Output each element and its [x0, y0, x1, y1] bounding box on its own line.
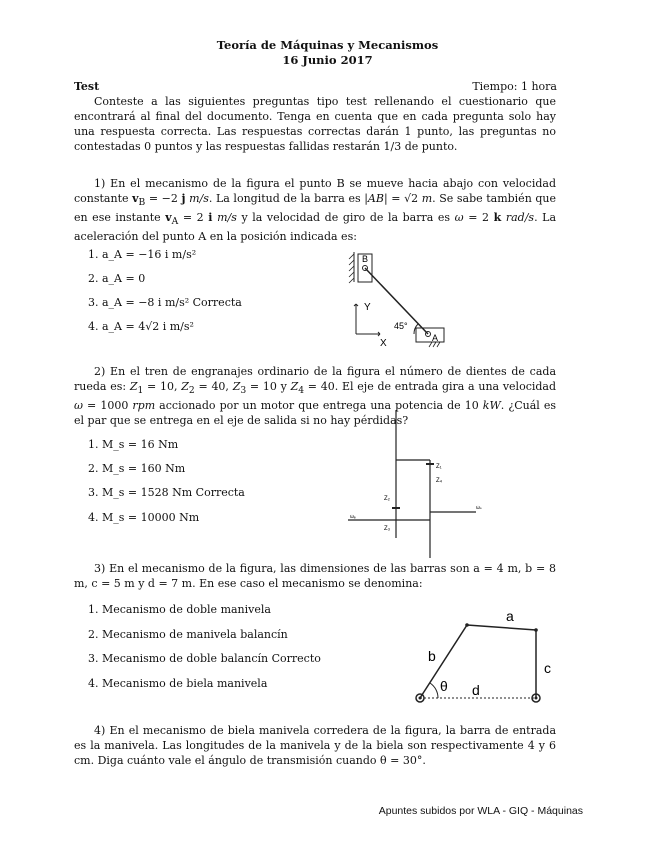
q2-label-input: ωₑ: [350, 514, 356, 520]
question-4-text: 4) En el mecanismo de biela manivela corredera de la figura, la barra de entrada es la manivela. Las longitudes de la manivela y de la biela son respectivamente 4 y 6 cm. Diga cuánto vale el ángulo de transmisión cuando θ = 30°.: [74, 724, 556, 767]
time-limit: Tiempo: 1 hora: [472, 80, 557, 93]
instructions: [74, 94, 556, 154]
q3-option-1[interactable]: 1. Mecanismo de doble manivela: [88, 603, 271, 616]
q3-label-d: d: [472, 682, 480, 698]
q1-label-angle: 45°: [394, 321, 408, 331]
q1-option-3[interactable]: 3. a_A = −8 i m/s² Correcta: [88, 296, 242, 309]
q3-figure: [410, 605, 560, 709]
q3-option-4[interactable]: 4. Mecanismo de biela manivela: [88, 677, 268, 690]
q1-option-2[interactable]: 2. a_A = 0: [88, 272, 146, 285]
q2-label-z2: Z₂: [384, 496, 390, 502]
q2-figure: [346, 408, 496, 560]
q2-option-2[interactable]: 2. M_s = 160 Nm: [88, 462, 186, 475]
q2-option-4[interactable]: 4. M_s = 10000 Nm: [88, 511, 200, 524]
q2-label-z3: Z₃: [384, 526, 391, 532]
question-1-text: 1) En el mecanismo de la figura el punto B se mueve hacia abajo con velocidad constante $v_B = -2$ j m/s. La longitud de la barra es |AB| = √2 m. Se sabe también que en ese instante $v_A = 2$ i m/s y la velocidad de giro de la barra es ω = 2 k rad/s. La aceleración del punto A en la posición indicada es:: [74, 177, 557, 244]
q3-label-b: b: [428, 648, 436, 664]
q1-label-y: Y: [364, 302, 371, 313]
question-2-text: 2) En el tren de engranajes ordinario de la figura el número de dientes de cada rueda es: $Z_1 = 10$, $Z_2 = 40$, $Z_3 = 10$ y $Z_4 = 40$. El eje de entrada gira a una velocidad ω = 1000 rpm accionado por un motor que entrega una potencia de 10 kW. ¿Cuál es el par que se entrega en el eje de salida si no hay pérdidas?: [74, 365, 557, 428]
q1-figure: [346, 250, 456, 352]
q1-label-a: A: [432, 333, 439, 343]
q1-label-x: X: [380, 338, 387, 349]
q3-label-c: c: [544, 660, 551, 676]
footer-credit: Apuntes subidos por WLA - GIQ - Máquinas: [378, 805, 583, 817]
instructions-text: Conteste a las siguientes preguntas tipo test rellenando el cuestionario que encontrará al final del documento. Tenga en cuenta que en cada pregunta solo hay una respuesta correcta. Las respuestas correctas darán 1 punto, las preguntas no contestadas 0 puntos y las respuestas fallidas restarán 1/3 de punto.: [74, 95, 556, 153]
q2-label-output: ωₛ: [476, 505, 482, 511]
q1-label-b: B: [362, 254, 369, 264]
course-title: Teoría de Máquinas y Mecanismos: [216, 38, 439, 52]
q3-option-3[interactable]: 3. Mecanismo de doble balancín Correcto: [88, 652, 321, 665]
question-3-text: 3) En el mecanismo de la figura, las dimensiones de las barras son a = 4 m, b = 8 m, c = 5 m y d = 7 m. En ese caso el mecanismo se denomina:: [74, 562, 556, 590]
exam-date: 16 Junio 2017: [282, 53, 373, 67]
q2-option-1[interactable]: 1. M_s = 16 Nm: [88, 438, 179, 451]
test-label: Test: [74, 80, 100, 93]
q2-option-3[interactable]: 3. M_s = 1528 Nm Correcta: [88, 486, 245, 499]
q1-option-4[interactable]: 4. a_A = 4√2 i m/s²: [88, 320, 194, 333]
q1-option-1[interactable]: 1. a_A = −16 i m/s²: [88, 248, 197, 261]
q3-label-theta: θ: [440, 678, 448, 694]
q2-label-z4: Z₄: [436, 478, 443, 484]
q3-option-2[interactable]: 2. Mecanismo de manivela balancín: [88, 628, 288, 641]
q2-label-z1: Z₁: [436, 464, 442, 470]
q3-label-a: a: [506, 608, 514, 624]
